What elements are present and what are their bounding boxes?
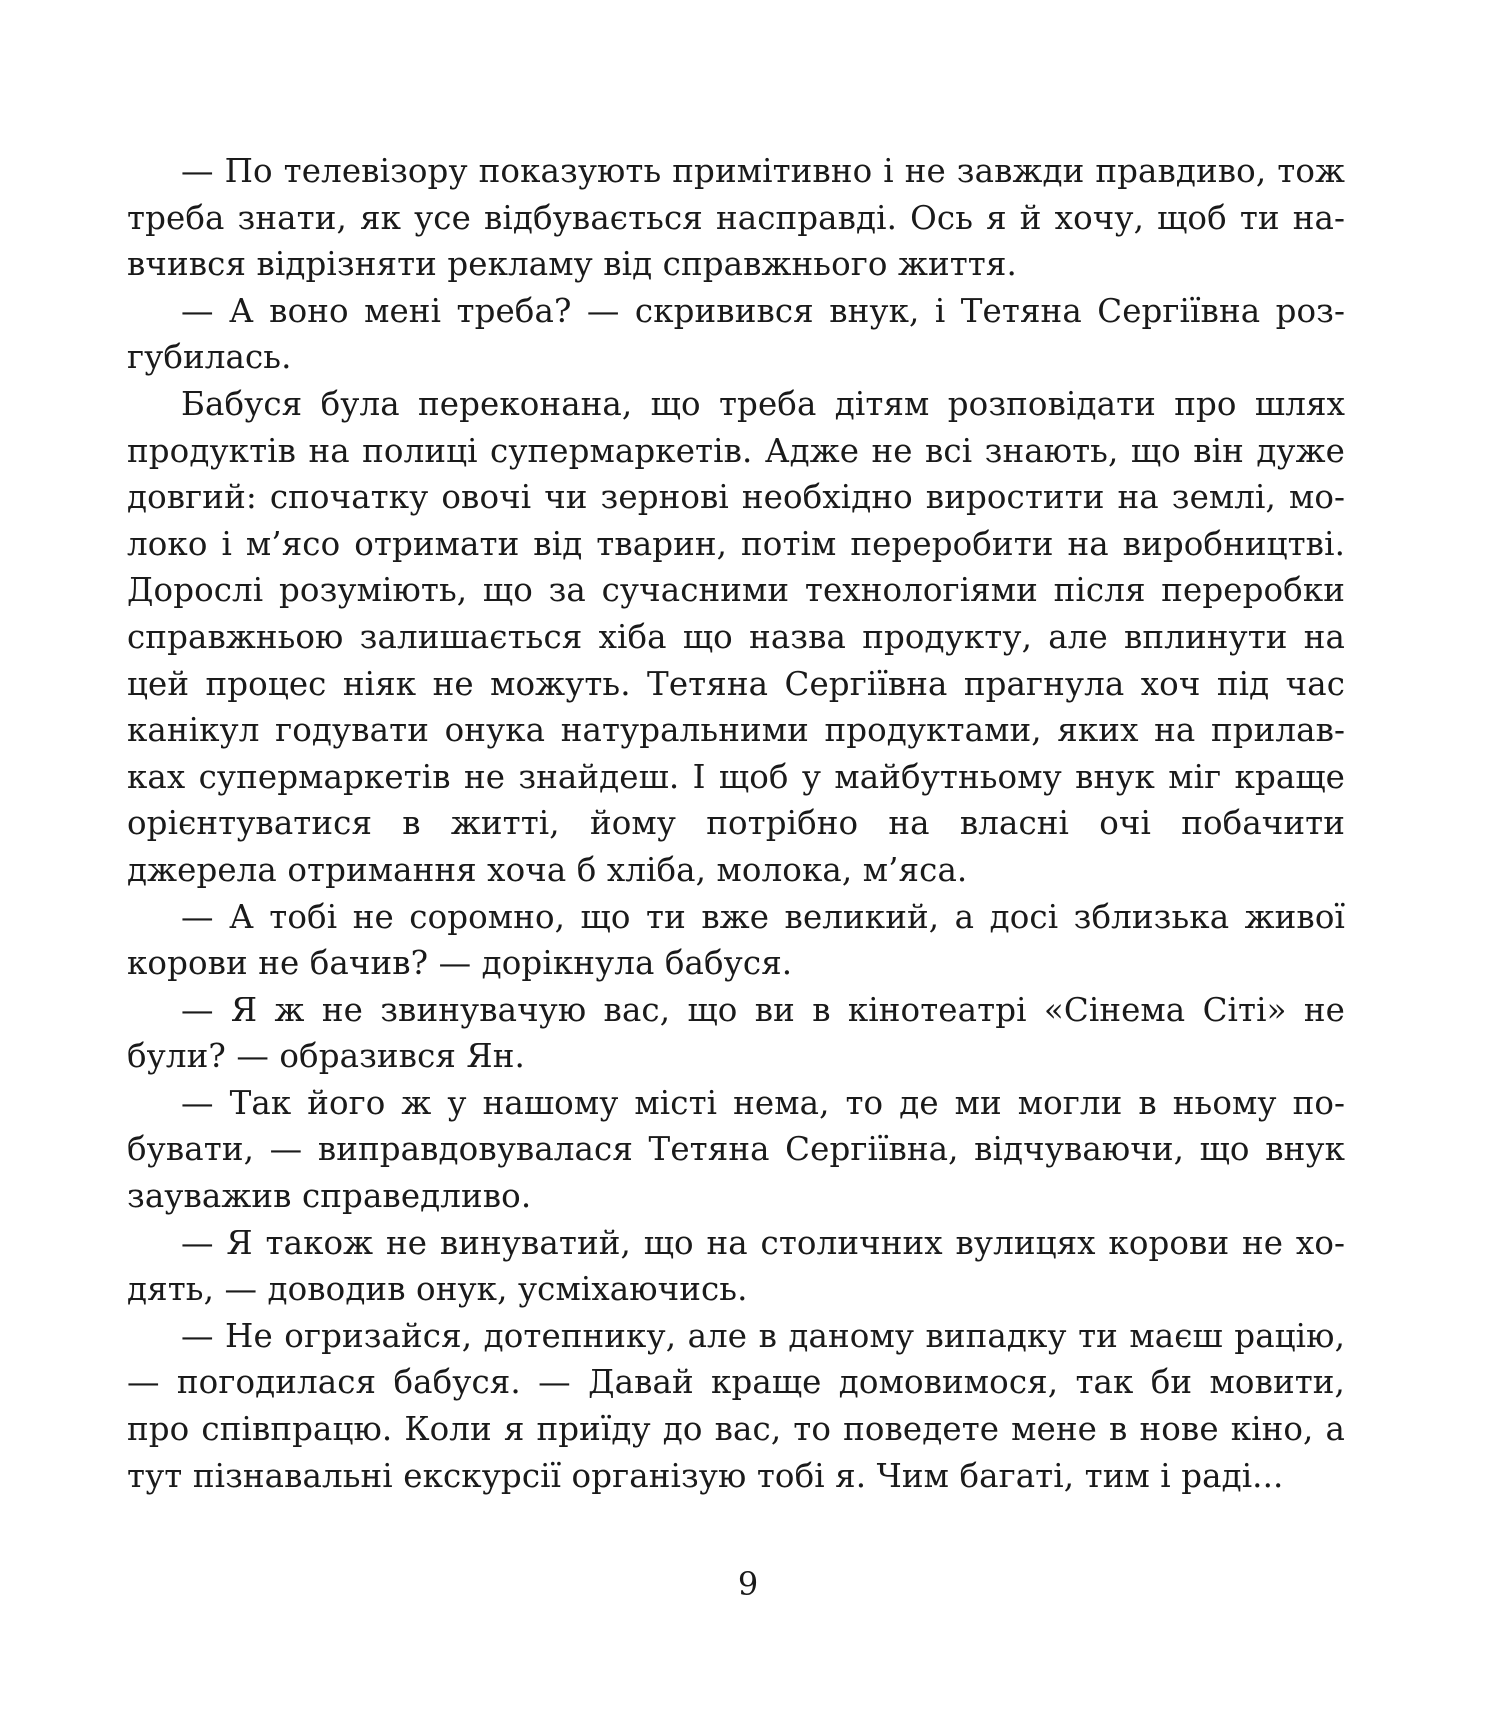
- page-number: 9: [737, 1565, 759, 1603]
- paragraph: — А тобі не соромно, що ти вже великий, а досі зблизька живої корови не бачив? — дорікнула бабуся.: [127, 897, 1345, 983]
- page-body: [127, 148, 1345, 1499]
- paragraph: — Так його ж у нашому місті нема, то де ми могли в ньому побувати, — виправдовувалася Тетяна Сергіївна, відчуваючи, що внук зауважив справедливо.: [127, 1083, 1345, 1216]
- paragraph: — А воно мені треба? — скривився внук, і Тетяна Сергіївна розгубилась.: [127, 291, 1345, 377]
- paragraph: — Я ж не звинувачую вас, що ви в кінотеатрі «Сінема Сіті» не були? — образився Ян.: [127, 990, 1345, 1076]
- paragraph: Бабуся була переконана, що треба дітям розповідати про шлях продуктів на полиці супермаркетів. Адже не всі знають, що він дуже довгий: спочатку овочі чи зернові необхідно виростити на землі, молоко і м’ясо отримати від тварин, потім переробити на виробництві. Дорослі розуміють, що за сучасними технологіями після переробки справжньою залишається хіба що назва продукту, але вплинути на цей процес ніяк не можуть. Тетяна Сергіївна прагнула хоч під час канікул годувати онука натуральними продуктами, яких на прилавках супермаркетів не знайдеш. І щоб у майбутньому внук міг краще орієнтуватися в житті, йому потрібно на власні очі побачити джерела отримання хоча б хліба, молока, м’яса.: [127, 384, 1345, 889]
- paragraph: — Я також не винуватий, що на столичних вулицях корови не ходять, — доводив онук, усміхаючись.: [127, 1223, 1345, 1309]
- paragraph: — Не огризайся, дотепнику, але в даному випадку ти маєш рацію, — погодилася бабуся. — Давай краще домовимося, так би мовити, про співпрацю. Коли я приїду до вас, то поведете мене в нове кіно, а тут пізнавальні екскурсії організую тобі я. Чим багаті, тим і раді...: [127, 1316, 1345, 1495]
- paragraph: — По телевізору показують примітивно і не завжди правдиво, тож треба знати, як усе відбувається насправді. Ось я й хочу, щоб ти навчився відрізняти рекламу від справжнього життя.: [127, 152, 1345, 284]
